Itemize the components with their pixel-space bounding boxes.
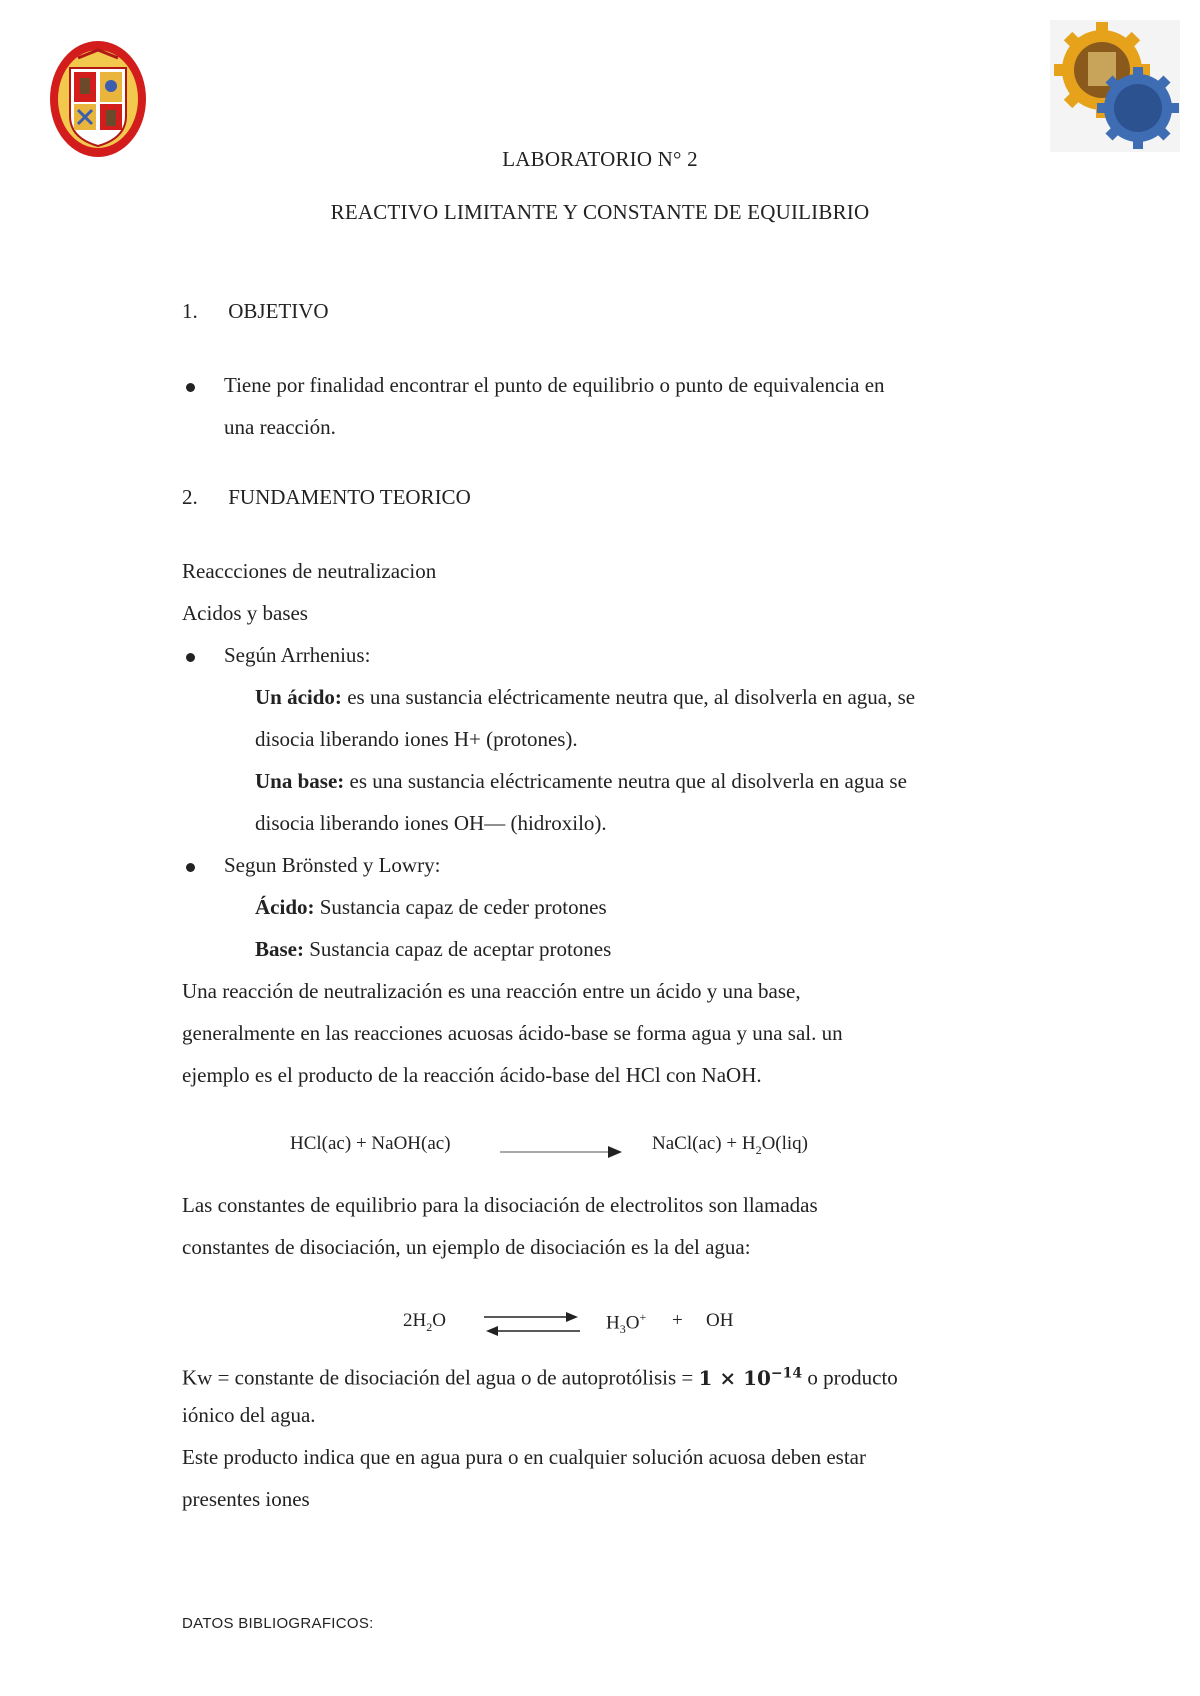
product-line-2: presentes iones xyxy=(182,1487,310,1511)
kw-line-2: iónico del agua. xyxy=(182,1403,316,1427)
bronsted-acid-text: Sustancia capaz de ceder protones xyxy=(319,895,607,919)
products-subscript: 2 xyxy=(755,1142,762,1157)
bronsted-acid-line xyxy=(255,886,607,928)
kw-suffix: o producto xyxy=(807,1365,898,1390)
section1-heading xyxy=(182,290,329,332)
base-term: Una base: xyxy=(255,769,345,793)
bronsted-acid-term: Ácido: xyxy=(255,895,315,919)
section2-number: 2. xyxy=(182,485,198,509)
gears-emblem-icon xyxy=(1050,20,1180,152)
arrhenius-base-line-2: disocia liberando iones OH— (hidroxilo). xyxy=(255,811,607,835)
products-part-b: O(liq) xyxy=(761,1133,809,1154)
products-part-a: NaCl(ac) + H xyxy=(652,1133,756,1154)
plus-sign: + xyxy=(672,1310,683,1331)
university-seal-icon xyxy=(48,38,148,160)
document-subtitle: REACTIVO LIMITANTE Y CONSTANTE DE EQUILIBRIO xyxy=(330,200,870,224)
section1-title: OBJETIVO xyxy=(228,299,329,323)
neutralization-line-1: Una reacción de neutralización es una reacción entre un ácido y una base, xyxy=(182,979,801,1003)
hydronium-subscript: 3 xyxy=(619,1322,626,1337)
water-part-a: 2H xyxy=(403,1310,427,1331)
bibliography-label: DATOS BIBLIOGRAFICOS: xyxy=(182,1615,374,1632)
hydronium-part-a: H xyxy=(606,1312,620,1334)
neutralization-line-3: ejemplo es el producto de la reacción ácido-base del HCl con NaOH. xyxy=(182,1063,762,1087)
section1-number: 1. xyxy=(182,299,198,323)
arrhenius-label: Según Arrhenius: xyxy=(224,643,371,667)
bullet-icon xyxy=(186,863,195,872)
equation-products xyxy=(652,1133,808,1158)
arrhenius-acid-line-1 xyxy=(255,676,915,718)
kw-definition: Kw = constante de disociación del agua o de autoprotólisis = xyxy=(182,1365,694,1390)
acid-definition: es una sustancia eléctricamente neutra que, al disolverla en agua, se xyxy=(347,685,916,709)
constants-line-2: constantes de disociación, un ejemplo de disociación es la del agua: xyxy=(182,1235,751,1259)
section2-title: FUNDAMENTO TEORICO xyxy=(228,485,471,509)
hydronium-product xyxy=(606,1310,646,1337)
paragraph-neutralization: Reaccciones de neutralizacion xyxy=(182,559,437,583)
kw-exponent: −14 xyxy=(770,1365,803,1381)
objective-line-2: una reacción. xyxy=(224,415,336,439)
hydronium-superscript: + xyxy=(639,1310,647,1324)
bronsted-base-term: Base: xyxy=(255,937,304,961)
water-part-b: O xyxy=(432,1310,446,1331)
bronsted-base-text: Sustancia capaz de aceptar protones xyxy=(309,937,612,961)
arrhenius-acid-line-2: disocia liberando iones H+ (protones). xyxy=(255,727,578,751)
arrhenius-base-line-1 xyxy=(255,760,907,802)
constants-line-1: Las constantes de equilibrio para la disociación de electrolitos son llamadas xyxy=(182,1193,818,1217)
bullet-icon xyxy=(186,653,195,662)
product-line-1: Este producto indica que en agua pura o en cualquier solución acuosa deben estar xyxy=(182,1445,866,1469)
bronsted-label: Segun Brönsted y Lowry: xyxy=(224,853,441,877)
hydronium-part-b: O xyxy=(625,1312,640,1334)
objective-line-1: Tiene por finalidad encontrar el punto de equilibrio o punto de equivalencia en xyxy=(224,373,885,397)
kw-value xyxy=(698,1366,802,1390)
equation-reactants: HCl(ac) + NaOH(ac) xyxy=(290,1133,451,1154)
paragraph-acids-bases: Acidos y bases xyxy=(182,601,308,625)
kw-mantissa: 1 × 10 xyxy=(698,1365,771,1390)
section2-heading xyxy=(182,476,471,518)
water-reactant xyxy=(403,1310,446,1335)
bronsted-base-line xyxy=(255,928,611,970)
document-title: LABORATORIO N° 2 xyxy=(502,147,698,171)
reaction-arrow-icon xyxy=(500,1144,625,1165)
acid-term: Un ácido: xyxy=(255,685,342,709)
water-subscript: 2 xyxy=(426,1319,433,1334)
hydroxide-product: OH xyxy=(706,1310,734,1331)
equilibrium-arrows-icon xyxy=(482,1308,582,1345)
base-definition: es una sustancia eléctricamente neutra que al disolverla en agua se xyxy=(349,769,907,793)
bullet-icon xyxy=(186,383,195,392)
neutralization-line-2: generalmente en las reacciones acuosas ácido-base se forma agua y una sal. un xyxy=(182,1021,843,1045)
kw-line-1 xyxy=(182,1352,898,1399)
